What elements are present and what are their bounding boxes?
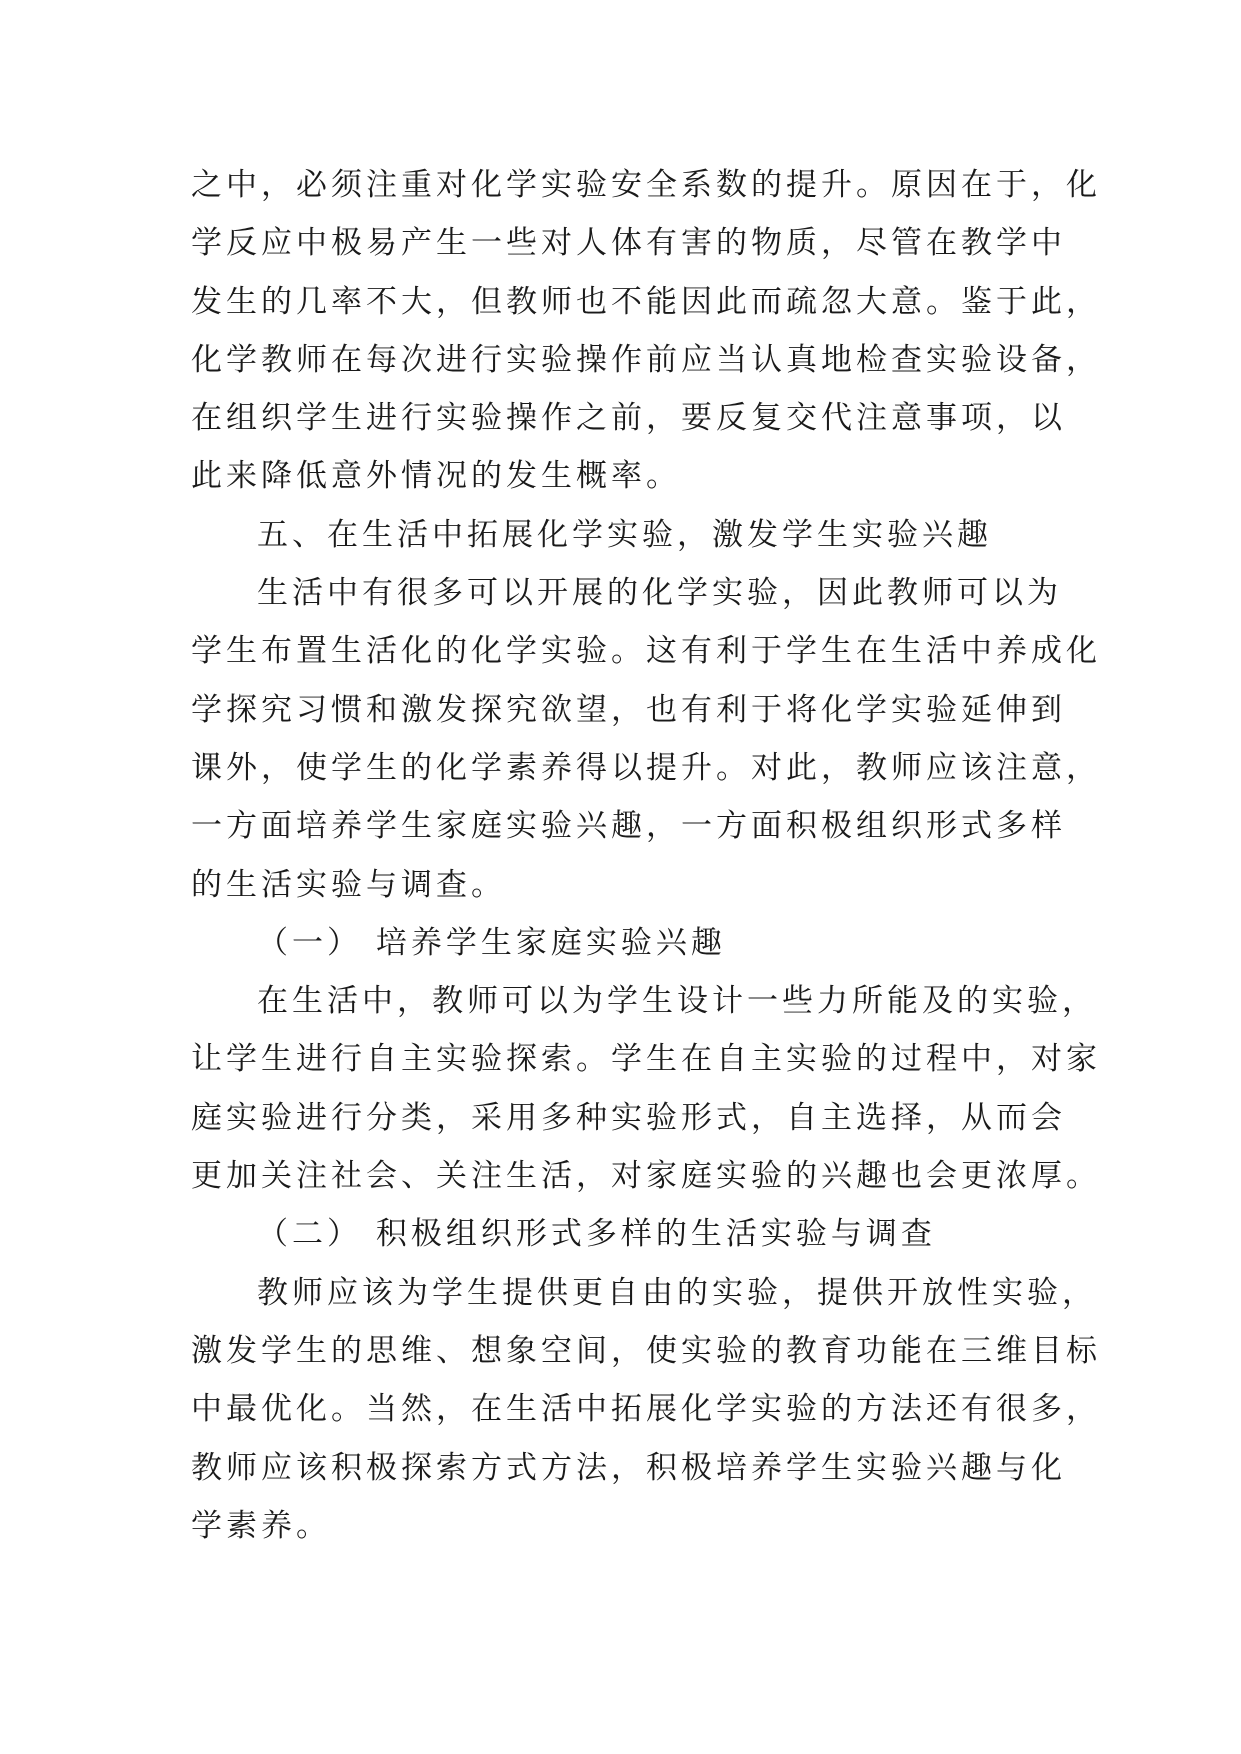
text-line: 的生活实验与调查。 <box>191 866 506 903</box>
text-line: 教师应该为学生提供更自由的实验，提供开放性实验， <box>257 1274 1097 1311</box>
text-line: 之中，必须注重对化学实验安全系数的提升。原因在于，化 <box>191 167 1101 203</box>
text-line: 五、在生活中拓展化学实验，激发学生实验兴趣 <box>257 516 992 553</box>
text-line: 一方面培养学生家庭实验兴趣，一方面积极组织形式多样 <box>191 808 1066 845</box>
text-line: 让学生进行自主实验探索。学生在自主实验的过程中，对家 <box>191 1041 1101 1078</box>
text-line: 化学教师在每次进行实验操作前应当认真地检查实验设备， <box>191 341 1101 378</box>
text-line: 中最优化。当然，在生活中拓展化学实验的方法还有很多， <box>191 1391 1101 1428</box>
text-line: 在生活中，教师可以为学生设计一些力所能及的实验， <box>257 983 1097 1020</box>
text-line: 学素养。 <box>191 1507 331 1544</box>
text-line: 教师应该积极探索方式方法，积极培养学生实验兴趣与化 <box>191 1449 1066 1486</box>
text-line: 课外，使学生的化学素养得以提升。对此，教师应该注意， <box>191 749 1101 786</box>
text-line: （一） 培养学生家庭实验兴趣 <box>257 924 726 961</box>
text-line: 发生的几率不大，但教师也不能因此而疏忽大意。鉴于此， <box>191 283 1101 320</box>
text-line: 生活中有很多可以开展的化学实验，因此教师可以为 <box>257 575 1062 612</box>
text-line: （二） 积极组织形式多样的生活实验与调查 <box>257 1216 936 1253</box>
text-line: 学探究习惯和激发探究欲望，也有利于将化学实验延伸到 <box>191 691 1066 728</box>
text-line: 更加关注社会、关注生活，对家庭实验的兴趣也会更浓厚。 <box>191 1158 1101 1195</box>
text-line: 在组织学生进行实验操作之前，要反复交代注意事项，以 <box>191 400 1066 437</box>
text-line: 学生布置生活化的化学实验。这有利于学生在生活中养成化 <box>191 633 1101 670</box>
body-text <box>191 156 1101 1555</box>
text-line: 激发学生的思维、想象空间，使实验的教育功能在三维目标 <box>191 1332 1101 1369</box>
text-line: 学反应中极易产生一些对人体有害的物质，尽管在教学中 <box>191 225 1066 262</box>
text-line: 此来降低意外情况的发生概率。 <box>191 458 681 495</box>
text-line: 庭实验进行分类，采用多种实验形式，自主选择，从而会 <box>191 1099 1066 1136</box>
